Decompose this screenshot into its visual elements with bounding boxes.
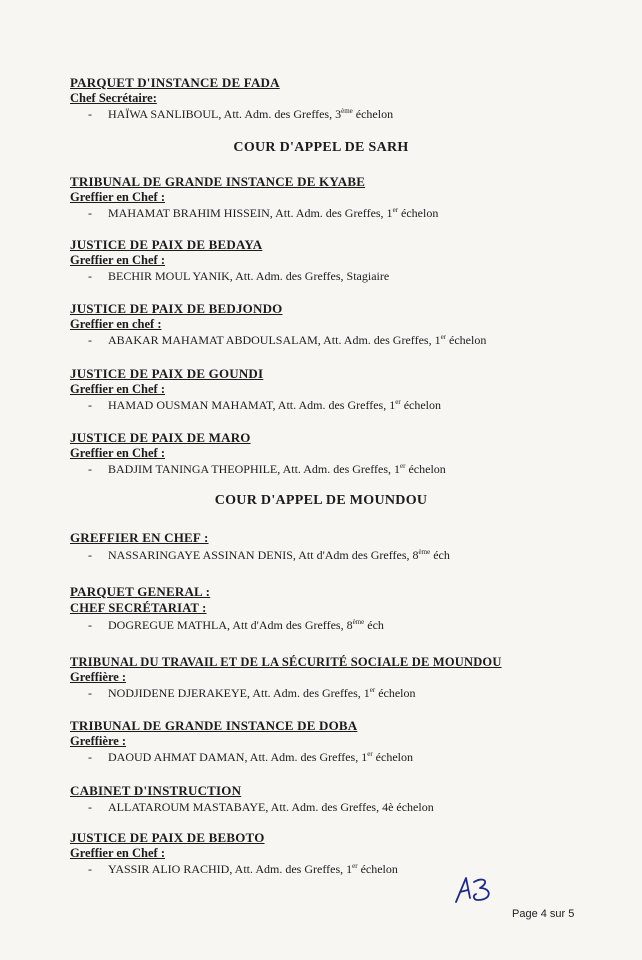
item-sup: ème bbox=[352, 618, 365, 626]
section-title: GREFFIER EN CHEF : bbox=[70, 530, 209, 545]
item-sup: ème bbox=[341, 107, 353, 115]
item-text: DOGREGUE MATHLA, Att d'Adm des Greffes, 8 bbox=[108, 618, 353, 632]
bullet: - bbox=[88, 800, 92, 814]
list-item bbox=[70, 799, 434, 815]
section-title: JUSTICE DE PAIX DE MARO bbox=[70, 430, 251, 445]
section-role: Greffier en chef : bbox=[70, 317, 162, 331]
item-suffix: échelon bbox=[446, 333, 487, 347]
section-title: JUSTICE DE PAIX DE BEDAYA bbox=[70, 237, 263, 252]
section-role: Chef Secrétaire: bbox=[70, 91, 157, 105]
item-suffix: échelon bbox=[372, 750, 413, 764]
item-text: YASSIR ALIO RACHID, Att. Adm. des Greffes, 1 bbox=[108, 862, 353, 876]
item-text: BECHIR MOUL YANIK, Att. Adm. des Greffes, Stagiaire bbox=[108, 269, 390, 283]
list-item bbox=[70, 749, 413, 765]
section-role: Greffier en Chef : bbox=[70, 253, 165, 267]
item-suffix: échelon bbox=[398, 206, 439, 220]
bullet: - bbox=[88, 107, 92, 121]
section-jp-beboto bbox=[70, 830, 398, 877]
list-item bbox=[70, 397, 441, 413]
section-role: Greffier en Chef : bbox=[70, 382, 165, 396]
bullet: - bbox=[88, 398, 92, 412]
bullet: - bbox=[88, 686, 92, 700]
list-item bbox=[70, 617, 384, 633]
item-suffix: échelon bbox=[352, 107, 394, 121]
item-sup: er bbox=[395, 398, 401, 406]
item-text: NODJIDENE DJERAKEYE, Att. Adm. des Greffes, 1 bbox=[108, 686, 370, 700]
item-suffix: éch bbox=[364, 618, 384, 632]
section-role: Greffière : bbox=[70, 734, 127, 748]
bullet: - bbox=[88, 462, 92, 476]
item-sup: er bbox=[369, 686, 376, 694]
section-role: CHEF SECRÉTARIAT : bbox=[70, 601, 207, 615]
section-tribunal-travail-moundou bbox=[70, 654, 502, 701]
list-item bbox=[70, 205, 438, 221]
bullet: - bbox=[88, 269, 92, 283]
item-sup: ème bbox=[418, 548, 431, 556]
section-title: TRIBUNAL DE GRANDE INSTANCE DE KYABE bbox=[70, 174, 366, 189]
bullet: - bbox=[88, 862, 92, 876]
list-item bbox=[70, 547, 450, 563]
item-text: NASSARINGAYE ASSINAN DENIS, Att d'Adm des Greffes, 8 bbox=[108, 548, 419, 562]
list-item bbox=[70, 332, 486, 348]
item-text: ALLATAROUM MASTABAYE, Att. Adm. des Greffes, 4è échelon bbox=[108, 800, 434, 814]
section-title: TRIBUNAL DU TRAVAIL ET DE LA SÉCURITÉ SOCIALE DE MOUNDOU bbox=[70, 655, 502, 669]
section-role: Greffier en Chef : bbox=[70, 846, 165, 860]
item-suffix: échelon bbox=[405, 462, 446, 476]
item-sup: er bbox=[367, 750, 373, 758]
item-suffix: éch bbox=[430, 548, 450, 562]
section-tgi-kyabe bbox=[70, 174, 438, 221]
item-suffix: échelon bbox=[357, 862, 398, 876]
section-parquet-fada bbox=[70, 75, 393, 122]
section-jp-bedjondo bbox=[70, 301, 486, 348]
item-sup: er bbox=[400, 462, 406, 470]
list-item bbox=[70, 861, 398, 877]
page-number: Page 4 sur 5 bbox=[512, 908, 575, 920]
list-item bbox=[70, 685, 502, 701]
bullet: - bbox=[88, 618, 92, 632]
list-item bbox=[70, 106, 393, 122]
section-title: JUSTICE DE PAIX DE BEDJONDO bbox=[70, 301, 283, 316]
section-jp-goundi bbox=[70, 366, 441, 413]
item-text: DAOUD AHMAT DAMAN, Att. Adm. des Greffes, 1 bbox=[108, 750, 368, 764]
court-heading-sarh: COUR D'APPEL DE SARH bbox=[233, 140, 409, 155]
section-cabinet-instruction bbox=[70, 783, 434, 815]
section-title: PARQUET D'INSTANCE DE FADA bbox=[70, 75, 280, 90]
section-title: CABINET D'INSTRUCTION bbox=[70, 783, 242, 798]
bullet: - bbox=[88, 548, 92, 562]
item-sup: er bbox=[440, 333, 447, 341]
section-title: PARQUET GENERAL : bbox=[70, 584, 211, 599]
section-role: Greffier en Chef : bbox=[70, 190, 165, 204]
section-title: JUSTICE DE PAIX DE GOUNDI bbox=[70, 366, 264, 381]
item-sup: er bbox=[352, 862, 358, 870]
list-item bbox=[70, 268, 389, 284]
section-greffier-chef-moundou bbox=[70, 530, 450, 563]
section-jp-bedaya bbox=[70, 237, 389, 284]
item-text: ABAKAR MAHAMAT ABDOULSALAM, Att. Adm. des Greffes, 1 bbox=[108, 333, 441, 347]
item-suffix: échelon bbox=[375, 686, 416, 700]
item-text: HAÏWA SANLIBOUL, Att. Adm. des Greffes, 3 bbox=[108, 107, 342, 121]
section-role: Greffier en Chef : bbox=[70, 446, 165, 460]
bullet: - bbox=[88, 333, 92, 347]
item-suffix: échelon bbox=[400, 398, 441, 412]
item-text: BADJIM TANINGA THEOPHILE, Att. Adm. des Greffes, 1 bbox=[108, 462, 401, 476]
bullet: - bbox=[88, 206, 92, 220]
list-item bbox=[70, 461, 446, 477]
section-tgi-doba bbox=[70, 718, 413, 765]
section-title: JUSTICE DE PAIX DE BEBOTO bbox=[70, 830, 265, 845]
item-text: HAMAD OUSMAN MAHAMAT, Att. Adm. des Greffes, 1 bbox=[108, 398, 396, 412]
item-sup: er bbox=[392, 206, 399, 214]
section-jp-maro bbox=[70, 430, 446, 477]
court-heading-moundou: COUR D'APPEL DE MOUNDOU bbox=[214, 493, 428, 508]
section-role: Greffière : bbox=[70, 670, 127, 684]
section-parquet-general bbox=[70, 584, 384, 633]
section-title: TRIBUNAL DE GRANDE INSTANCE DE DOBA bbox=[70, 718, 358, 733]
signature-initials bbox=[452, 872, 500, 908]
bullet: - bbox=[88, 750, 92, 764]
item-text: MAHAMAT BRAHIM HISSEIN, Att. Adm. des Greffes, 1 bbox=[108, 206, 393, 220]
